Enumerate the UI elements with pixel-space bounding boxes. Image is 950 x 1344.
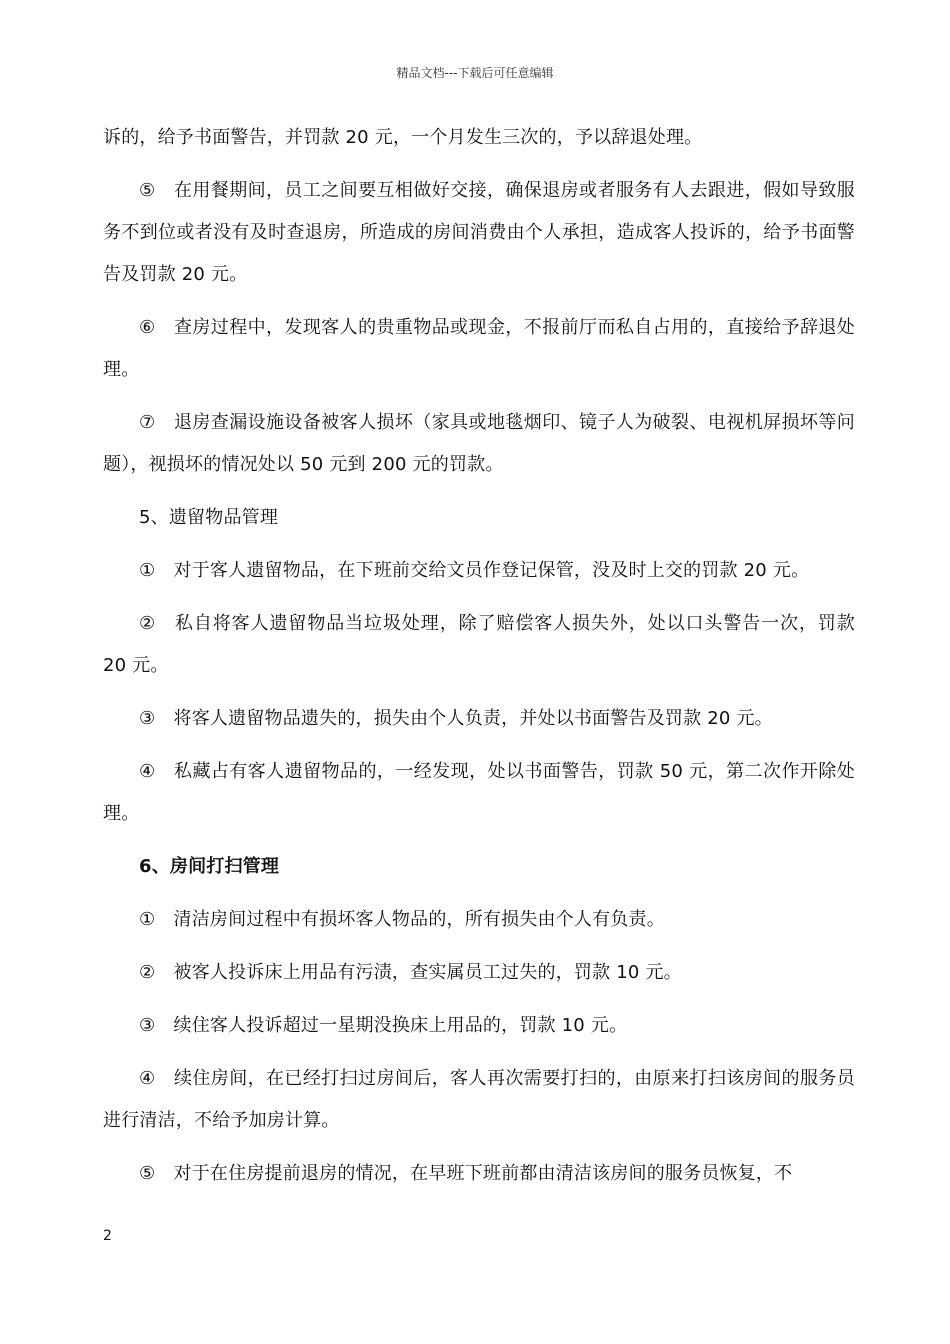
paragraph-lost-item-2: ② 私自将客人遗留物品当垃圾处理，除了赔偿客人损失外，处以口头警告一次，罚款 20 元。	[103, 613, 855, 676]
page-number: 2	[103, 1228, 112, 1244]
paragraph-cleaning-item-2: ② 被客人投诉床上用品有污渍，查实属员工过失的，罚款 10 元。	[139, 962, 682, 983]
paragraph-item-6: ⑥ 查房过程中，发现客人的贵重物品或现金，不报前厅而私自占用的，直接给予辞退处理。	[103, 317, 855, 380]
section-heading-lost-items: 5、遗留物品管理	[139, 507, 279, 528]
section-heading-room-cleaning: 6、房间打扫管理	[139, 856, 280, 877]
document-body	[103, 117, 855, 1206]
paragraph-item-5: ⑤ 在用餐期间，员工之间要互相做好交接，确保退房或者服务有人去跟进，假如导致服务不到位或者没有及时查退房，所造成的房间消费由个人承担，造成客人投诉的，给予书面警告及罚款 20 元。	[103, 180, 855, 285]
paragraph-cleaning-item-4: ④ 续住房间，在已经打扫过房间后，客人再次需要打扫的，由原来打扫该房间的服务员进行清洁，不给予加房计算。	[103, 1068, 855, 1131]
paragraph-lost-item-3: ③ 将客人遗留物品遗失的，损失由个人负责，并处以书面警告及罚款 20 元。	[139, 708, 773, 729]
paragraph-item-7: ⑦ 退房查漏设施设备被客人损坏（家具或地毯烟印、镜子人为破裂、电视机屏损坏等问题），视损坏的情况处以 50 元到 200 元的罚款。	[103, 412, 855, 475]
paragraph-continuation: 诉的，给予书面警告，并罚款 20 元，一个月发生三次的，予以辞退处理。	[103, 127, 703, 148]
paragraph-lost-item-1: ① 对于客人遗留物品，在下班前交给文员作登记保管，没及时上交的罚款 20 元。	[139, 560, 810, 581]
paragraph-cleaning-item-5: ⑤ 对于在住房提前退房的情况，在早班下班前都由清洁该房间的服务员恢复，不	[139, 1163, 793, 1184]
paragraph-cleaning-item-3: ③ 续住客人投诉超过一星期没换床上用品的，罚款 10 元。	[139, 1015, 628, 1036]
page-header: 精品文档---下载后可任意编辑	[396, 66, 554, 80]
paragraph-cleaning-item-1: ① 清洁房间过程中有损坏客人物品的，所有损失由个人有负责。	[139, 909, 665, 930]
paragraph-lost-item-4: ④ 私藏占有客人遗留物品的，一经发现，处以书面警告，罚款 50 元，第二次作开除处理。	[103, 761, 855, 824]
